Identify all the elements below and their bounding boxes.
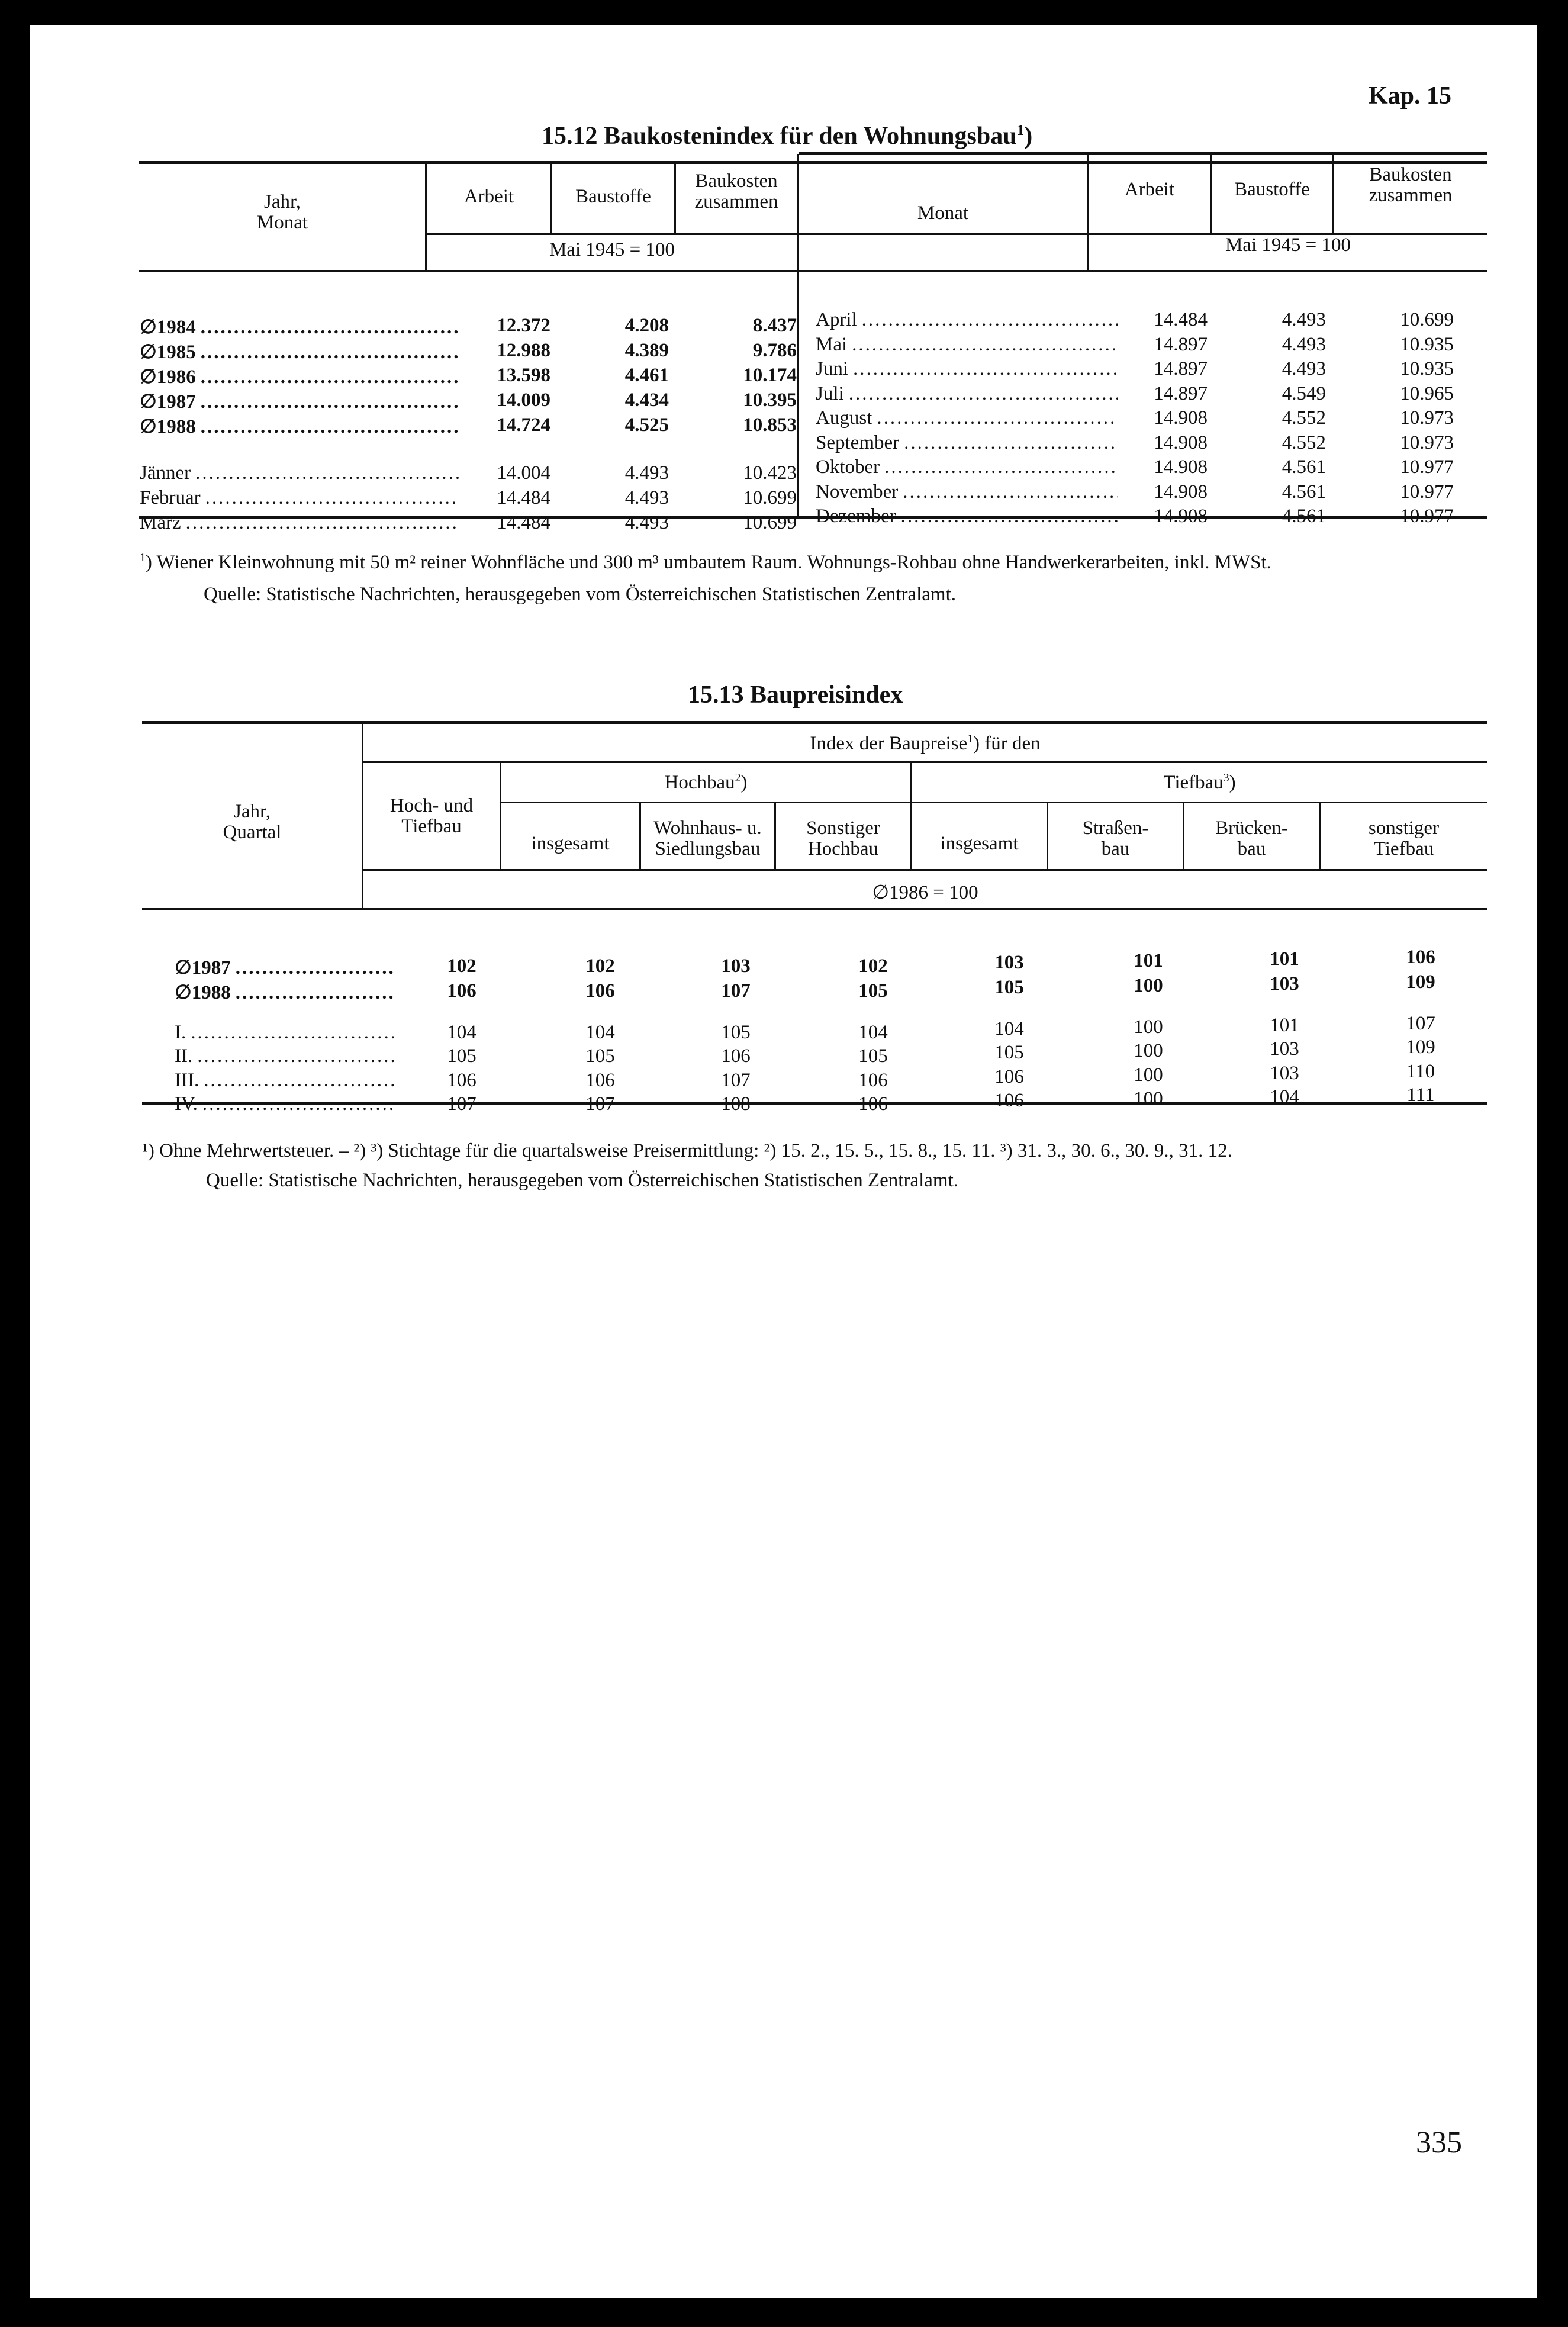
cell-hoch-tief: 105	[447, 1045, 476, 1067]
row-label-text: ∅1988	[140, 416, 196, 437]
cell-zusammen: 10.977	[1400, 456, 1454, 478]
cell-wohnhaus: 108	[721, 1093, 751, 1115]
cell-brueckenbau: 101	[1270, 1015, 1299, 1036]
dot-leader	[201, 317, 459, 339]
row-label	[140, 390, 459, 413]
cell-tiefbau-insgesamt: 105	[994, 1042, 1024, 1063]
dot-leader	[853, 358, 1118, 380]
dot-leader	[201, 366, 459, 388]
cell-baustoffe: 4.552	[1282, 407, 1326, 429]
cell-zusammen: 8.437	[752, 315, 797, 336]
row-label	[140, 462, 459, 484]
cell-zusammen: 10.699	[1400, 309, 1454, 330]
cell-tiefbau-insgesamt: 106	[994, 1066, 1024, 1087]
table2-source: Quelle: Statistische Nachrichten, herausgegeben vom Österreichischen Statistischen Zentralamt.	[206, 1170, 958, 1191]
cell-zusammen: 10.853	[743, 414, 797, 436]
cell-hoch-tief: 102	[447, 955, 476, 977]
cell-hoch-tief: 106	[447, 980, 476, 1002]
cell-strassenbau: 100	[1134, 1016, 1163, 1038]
cell-arbeit: 12.988	[497, 340, 550, 361]
cell-zusammen: 10.977	[1400, 506, 1454, 527]
row-label-text: September	[816, 432, 900, 453]
cell-hochbau-insgesamt: 106	[585, 980, 615, 1002]
cell-hochbau-insgesamt: 104	[585, 1022, 615, 1043]
row-label-text: Juli	[816, 382, 844, 404]
cell-zusammen: 10.935	[1400, 358, 1454, 379]
cell-strassenbau: 100	[1134, 1040, 1163, 1061]
cell-hochbau-insgesamt: 102	[585, 955, 615, 977]
cell-baustoffe: 4.525	[624, 414, 669, 436]
cell-baustoffe: 4.493	[624, 462, 669, 484]
cell-baustoffe: 4.461	[624, 365, 669, 386]
cell-zusammen: 10.973	[1400, 407, 1454, 429]
row-label-text: Oktober	[816, 456, 880, 478]
row-label-text: Februar	[140, 487, 201, 508]
cell-zusammen: 10.395	[743, 390, 797, 411]
dot-leader	[186, 512, 459, 534]
cell-zusammen: 10.965	[1400, 382, 1454, 404]
cell-hoch-tief: 104	[447, 1022, 476, 1043]
cell-arbeit: 13.598	[497, 365, 550, 386]
cell-zusammen: 10.935	[1400, 333, 1454, 355]
row-label-text: Dezember	[816, 506, 896, 527]
dot-leader	[205, 487, 459, 509]
cell-arbeit: 14.908	[1154, 432, 1208, 453]
row-label-text: November	[816, 481, 899, 503]
cell-arbeit: 14.004	[497, 462, 550, 484]
dot-leader	[236, 982, 394, 1004]
col-header-hoch-tief: Hoch- und Tiefbau	[389, 795, 474, 837]
row-label	[816, 456, 1118, 478]
cell-arbeit: 14.908	[1154, 481, 1208, 503]
cell-tiefbau-insgesamt: 105	[994, 977, 1024, 998]
row-label-text: Jänner	[140, 462, 191, 484]
dot-leader	[201, 342, 459, 363]
cell-baustoffe: 4.208	[624, 315, 669, 336]
cell-zusammen: 10.174	[743, 365, 797, 386]
dot-leader	[849, 383, 1118, 405]
cell-sonstiger-tiefbau: 107	[1406, 1013, 1435, 1034]
row-label	[175, 1070, 394, 1092]
cell-tiefbau-insgesamt: 103	[994, 952, 1024, 973]
table2-group-header: Index der Baupreise$^1$) für den	[810, 732, 1041, 754]
cell-sonstiger-hochbau: 102	[858, 955, 888, 977]
cell-brueckenbau: 103	[1270, 1038, 1299, 1060]
row-label	[816, 358, 1118, 380]
row-label-text: März	[140, 512, 181, 533]
cell-zusammen: 10.699	[743, 487, 797, 508]
dot-leader	[862, 309, 1118, 331]
dot-leader	[191, 1022, 394, 1044]
cell-baustoffe: 4.389	[624, 340, 669, 361]
col-header-tiefbau: Tiefbau$^3$)	[1163, 771, 1236, 793]
cell-wohnhaus: 103	[721, 955, 751, 977]
cell-brueckenbau: 103	[1270, 973, 1299, 994]
col-header-arbeit: Arbeit	[463, 186, 514, 207]
col-header-baukosten-right: Baukosten zusammen	[1369, 164, 1453, 206]
cell-arbeit: 14.724	[497, 414, 550, 436]
chapter-label: Kap. 15	[1369, 82, 1452, 110]
document-page	[30, 25, 1537, 2298]
cell-sonstiger-hochbau: 106	[858, 1093, 888, 1115]
cell-baustoffe: 4.493	[1282, 333, 1326, 355]
dot-leader	[877, 407, 1118, 429]
cell-hoch-tief: 107	[447, 1093, 476, 1115]
col-header-sonstiger-tiefbau: sonstiger Tiefbau	[1368, 817, 1440, 860]
cell-arbeit: 14.484	[497, 512, 550, 533]
cell-brueckenbau: 104	[1270, 1086, 1299, 1108]
cell-sonstiger-hochbau: 105	[858, 1045, 888, 1067]
col-header-hochbau-insgesamt: insgesamt	[531, 833, 610, 854]
dot-leader	[202, 1093, 394, 1115]
row-label-text: ∅1987	[140, 391, 196, 413]
dot-leader	[201, 391, 459, 413]
cell-wohnhaus: 106	[721, 1045, 751, 1067]
cell-sonstiger-tiefbau: 109	[1406, 1037, 1435, 1058]
table1-footnote: $^1$) Wiener Kleinwohnung mit 50 m² reiner Wohnfläche und 300 m³ umbautem Raum. Wohnungs-Rohbau ohne Handwerkerarbeiten, inkl. MWSt.	[140, 551, 1271, 573]
dot-leader	[901, 506, 1118, 527]
cell-brueckenbau: 101	[1270, 948, 1299, 970]
cell-baustoffe: 4.434	[624, 390, 669, 411]
cell-hoch-tief: 106	[447, 1070, 476, 1091]
table2-base: ∅1986 = 100	[872, 882, 978, 903]
cell-sonstiger-hochbau: 106	[858, 1070, 888, 1091]
cell-arbeit: 14.897	[1154, 333, 1208, 355]
cell-wohnhaus: 105	[721, 1022, 751, 1043]
cell-tiefbau-insgesamt: 106	[994, 1090, 1024, 1111]
dot-leader	[852, 334, 1118, 356]
cell-wohnhaus: 107	[721, 980, 751, 1002]
cell-arbeit: 14.009	[497, 390, 550, 411]
cell-strassenbau: 100	[1134, 1088, 1163, 1109]
cell-hochbau-insgesamt: 105	[585, 1045, 615, 1067]
row-label-text: ∅1984	[140, 317, 196, 338]
cell-sonstiger-tiefbau: 110	[1406, 1061, 1435, 1082]
cell-arbeit: 14.908	[1154, 506, 1208, 527]
dot-leader	[201, 416, 459, 438]
row-label	[140, 487, 459, 509]
row-label	[140, 414, 459, 438]
dot-leader	[884, 456, 1118, 478]
row-label	[816, 383, 1118, 405]
table1-header-rule	[139, 270, 1487, 272]
cell-arbeit: 14.908	[1154, 456, 1208, 478]
cell-zusammen: 10.699	[743, 512, 797, 533]
table1-top-rule	[139, 161, 1487, 164]
cell-baustoffe: 4.561	[1282, 506, 1326, 527]
row-label	[816, 432, 1118, 454]
row-label-text: Juni	[816, 358, 849, 379]
cell-arbeit: 14.908	[1154, 407, 1208, 429]
row-label	[816, 309, 1118, 331]
row-label-text: August	[816, 407, 872, 429]
cell-sonstiger-tiefbau: 111	[1406, 1084, 1435, 1106]
table2-footnote: ¹) Ohne Mehrwertsteuer. – ²) ³) Stichtage für die quartalsweise Preisermittlung: ²) 15. 2., 15. 5., 15. 8., 15. 11. ³) 31. 3., 30. 6., 30. 9., 31. 12.	[142, 1140, 1232, 1161]
row-label	[175, 955, 394, 979]
row-label-text: April	[816, 309, 857, 330]
cell-arbeit: 14.897	[1154, 382, 1208, 404]
cell-arbeit: 14.484	[1154, 309, 1208, 330]
col-header-brueckenbau: Brücken- bau	[1215, 817, 1288, 860]
cell-strassenbau: 100	[1134, 975, 1163, 996]
dot-leader	[904, 432, 1118, 454]
cell-baustoffe: 4.561	[1282, 456, 1326, 478]
row-label	[175, 1093, 394, 1115]
cell-strassenbau: 100	[1134, 1064, 1163, 1086]
cell-baustoffe: 4.549	[1282, 382, 1326, 404]
table2-header-rule	[142, 908, 1487, 910]
dot-leader	[903, 481, 1118, 503]
cell-zusammen: 9.786	[752, 340, 797, 361]
cell-baustoffe: 4.493	[624, 512, 669, 533]
table1-stub-header: Jahr, Monat	[256, 191, 308, 233]
row-label	[140, 315, 459, 339]
row-label	[175, 980, 394, 1004]
row-label-text: ∅1987	[175, 957, 231, 979]
dot-leader	[204, 1070, 394, 1092]
row-label-text: II.	[175, 1045, 193, 1067]
col-header-baustoffe: Baustoffe	[575, 186, 651, 207]
col-header-arbeit-right: Arbeit	[1124, 179, 1175, 200]
table1-stub-header-right: Monat	[917, 202, 969, 224]
cell-hochbau-insgesamt: 107	[585, 1093, 615, 1115]
table1-source: Quelle: Statistische Nachrichten, herausgegeben vom Österreichischen Statistischen Zentralamt.	[204, 584, 956, 605]
table1-base-left: Mai 1945 = 100	[549, 239, 675, 260]
cell-baustoffe: 4.561	[1282, 481, 1326, 503]
page-number: 335	[1416, 2126, 1462, 2159]
table2-title: 15.13 Baupreisindex	[688, 681, 903, 709]
table2-top-rule	[142, 721, 1487, 724]
cell-zusammen: 10.423	[743, 462, 797, 484]
row-label-text: IV.	[175, 1093, 198, 1115]
col-header-baustoffe-right: Baustoffe	[1234, 179, 1310, 200]
row-label-text: ∅1986	[140, 366, 196, 388]
cell-arbeit: 14.897	[1154, 358, 1208, 379]
row-label	[175, 1022, 394, 1044]
dot-leader	[195, 462, 459, 484]
cell-wohnhaus: 107	[721, 1070, 751, 1091]
col-header-tiefbau-insgesamt: insgesamt	[940, 833, 1019, 854]
row-label	[816, 506, 1118, 527]
table1-title: 15.12 Baukostenindex für den Wohnungsbau$^1$)	[542, 122, 1033, 150]
row-label	[140, 340, 459, 363]
cell-strassenbau: 101	[1134, 950, 1163, 971]
cell-sonstiger-tiefbau: 109	[1406, 971, 1435, 993]
cell-baustoffe: 4.493	[1282, 358, 1326, 379]
row-label	[140, 365, 459, 388]
cell-zusammen: 10.977	[1400, 481, 1454, 503]
col-header-wohnhaus: Wohnhaus- u. Siedlungsbau	[653, 817, 762, 860]
row-label-text: III.	[175, 1070, 199, 1091]
row-label	[816, 481, 1118, 503]
col-header-baukosten: Baukosten zusammen	[694, 170, 778, 213]
cell-tiefbau-insgesamt: 104	[994, 1018, 1024, 1039]
cell-baustoffe: 4.552	[1282, 432, 1326, 453]
cell-zusammen: 10.973	[1400, 432, 1454, 453]
col-header-sonstiger-hochbau: Sonstiger Hochbau	[806, 817, 880, 860]
cell-baustoffe: 4.493	[624, 487, 669, 508]
cell-sonstiger-tiefbau: 106	[1406, 947, 1435, 968]
col-header-hochbau: Hochbau$^2$)	[664, 771, 748, 793]
cell-hochbau-insgesamt: 106	[585, 1070, 615, 1091]
table2-stub-header: Jahr, Quartal	[223, 801, 282, 843]
col-header-strassenbau: Straßen- bau	[1082, 817, 1149, 860]
row-label	[816, 334, 1118, 356]
row-label-text: Mai	[816, 333, 848, 355]
row-label-text: I.	[175, 1022, 186, 1043]
row-label-text: ∅1985	[140, 342, 196, 363]
row-label-text: ∅1988	[175, 982, 231, 1003]
row-label	[816, 407, 1118, 429]
dot-leader	[236, 957, 394, 979]
cell-brueckenbau: 103	[1270, 1063, 1299, 1084]
cell-arbeit: 14.484	[497, 487, 550, 508]
cell-arbeit: 12.372	[497, 315, 550, 336]
cell-sonstiger-hochbau: 104	[858, 1022, 888, 1043]
row-label	[140, 512, 459, 534]
row-label	[175, 1045, 394, 1067]
table1-base-right: Mai 1945 = 100	[1225, 234, 1351, 256]
cell-sonstiger-hochbau: 105	[858, 980, 888, 1002]
cell-baustoffe: 4.493	[1282, 309, 1326, 330]
dot-leader	[197, 1045, 394, 1067]
